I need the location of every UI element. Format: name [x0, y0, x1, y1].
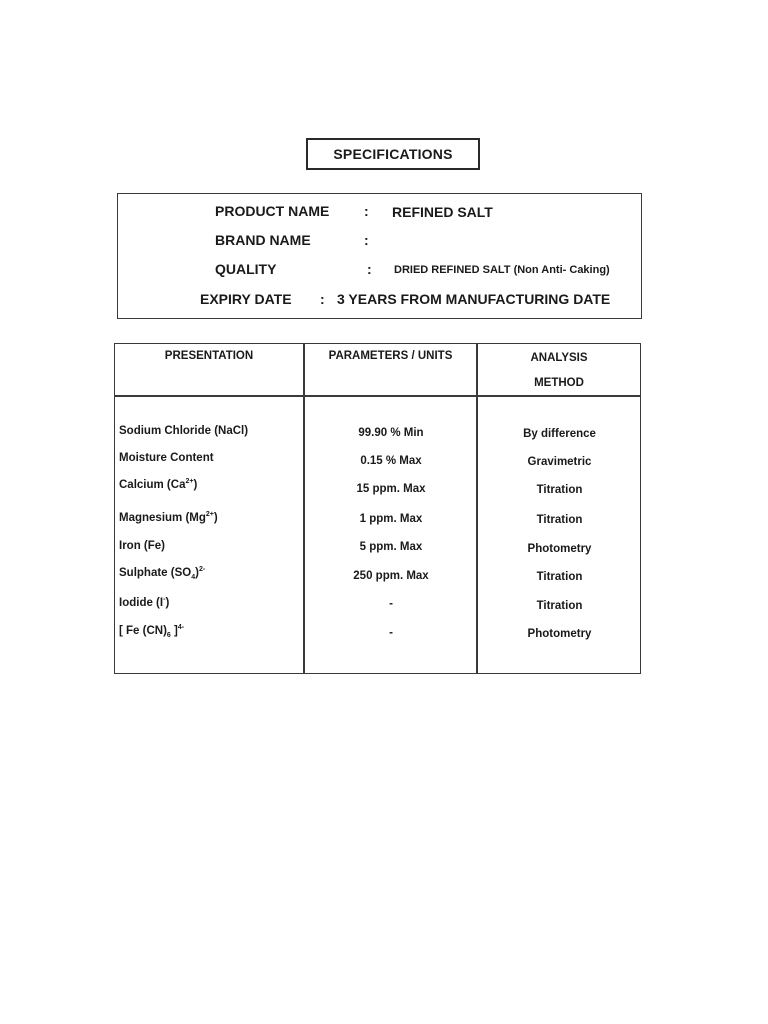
header-divider	[115, 395, 640, 397]
row-name: Moisture Content	[119, 452, 214, 464]
row-method: Titration	[536, 571, 583, 583]
row-method: Titration	[536, 514, 583, 526]
row-parameter: -	[389, 598, 393, 610]
row-parameter: 15 ppm. Max	[356, 483, 426, 495]
row-method: By difference	[523, 428, 596, 440]
row-parameter: 5 ppm. Max	[359, 541, 423, 553]
row-name: [ Fe $(CN)_6$ ]$^{4-}$	[119, 624, 185, 640]
row-name: Sodium Chloride (NaCl)	[119, 425, 249, 437]
row-name: Iodide (I-)	[119, 596, 170, 609]
specifications-title: SPECIFICATIONS	[306, 138, 480, 170]
row-parameter: 99.90 % Min	[358, 427, 424, 439]
specification-table	[114, 343, 641, 674]
row-parameter: 0.15 % Max	[360, 455, 422, 467]
row-parameter: 1 ppm. Max	[359, 513, 423, 525]
brand-name-separator: :	[364, 232, 369, 248]
product-name-value: REFINED SALT	[392, 204, 493, 220]
row-method: Photometry	[527, 543, 592, 555]
row-method: Photometry	[527, 628, 592, 640]
quality-value: DRIED REFINED SALT (Non Anti- Caking)	[394, 264, 610, 276]
header-presentation: PRESENTATION	[164, 350, 254, 362]
product-info-box	[117, 193, 642, 319]
row-name: Magnesium $(Mg^{2+})$	[119, 511, 218, 524]
product-name-label: PRODUCT NAME	[215, 203, 330, 219]
header-analysis-line1: ANALYSIS	[530, 352, 588, 364]
quality-label: QUALITY	[215, 261, 277, 277]
column-divider	[303, 344, 305, 673]
product-name-separator: :	[364, 203, 369, 219]
row-name: Sulphate $(SO_4)^{2-}$	[119, 566, 206, 582]
row-name: Calcium $(Ca^{2+})$	[119, 478, 198, 491]
quality-separator: :	[367, 261, 372, 277]
expiry-date-separator: :	[320, 291, 325, 307]
row-method: Titration	[536, 484, 583, 496]
expiry-date-value: 3 YEARS FROM MANUFACTURING DATE	[337, 291, 611, 307]
header-parameters: PARAMETERS / UNITS	[328, 350, 453, 362]
row-method: Titration	[536, 600, 583, 612]
row-name: Iron (Fe)	[119, 540, 165, 552]
header-analysis-line2: METHOD	[534, 377, 584, 389]
expiry-date-label: EXPIRY DATE	[200, 291, 292, 307]
row-parameter: 250 ppm. Max	[353, 570, 429, 582]
row-method: Gravimetric	[527, 456, 592, 468]
column-divider	[476, 344, 478, 673]
brand-name-label: BRAND NAME	[215, 232, 311, 248]
row-parameter: -	[389, 627, 393, 639]
